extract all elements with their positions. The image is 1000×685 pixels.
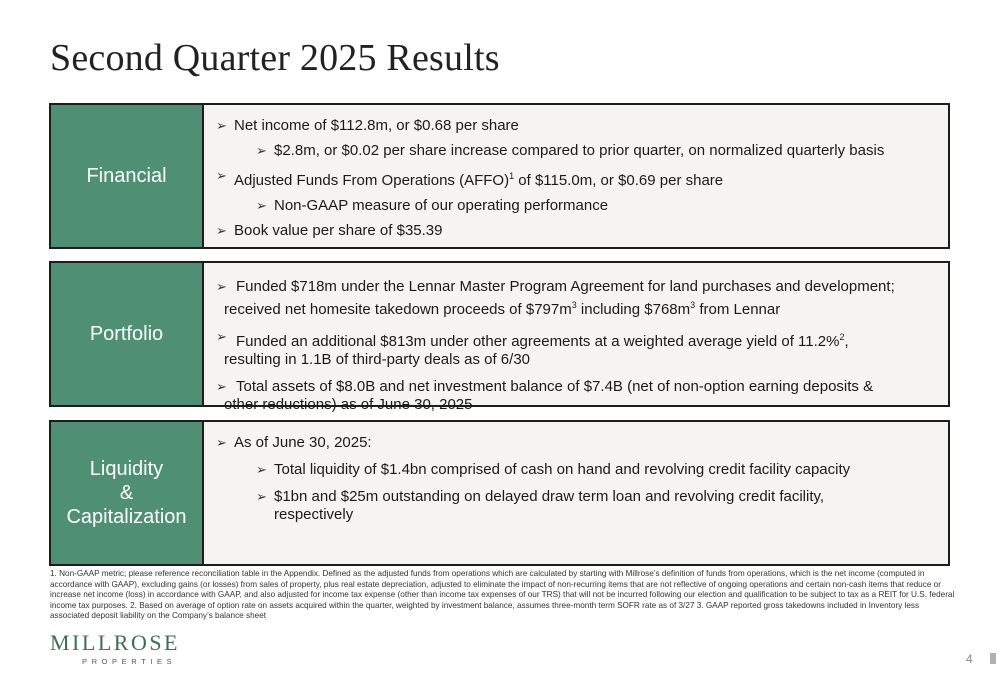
- bullet-lennar-funding: ➢ Funded $718m under the Lennar Master Program Agreement for land purchases and development; received net homesite takedown proceeds of $\$797m^3$ including $\$768m^3$ from Lennar: [216, 278, 895, 318]
- bullet-total-assets: ➢ Total assets of $8.0B and net investment balance of $7.4B (net of non-option earning deposits & other reductions) as of June 30, 2025: [216, 378, 874, 413]
- portfolio-content: [204, 263, 948, 413]
- bullet-non-gaap: ➢ Non-GAAP measure of our operating performance: [256, 197, 609, 214]
- liquidity-section: [49, 420, 950, 566]
- arrow-bullet-icon: ➢: [216, 168, 227, 183]
- arrow-bullet-icon: ➢: [216, 329, 227, 344]
- logo-sub: PROPERTIES: [82, 657, 177, 666]
- millrose-logo: [50, 630, 180, 666]
- bullet-other-agreements: ➢ Funded an additional $813m under other agreements at a weighted average yield of 11.2%$^2$, resulting in 1.1B of third-party deals as of 6/30: [216, 329, 849, 368]
- bullet-affo: ➢ Adjusted Funds From Operations (AFFO)$^1$ of $115.0m, or $0.69 per share: [216, 168, 724, 189]
- arrow-bullet-icon: ➢: [216, 223, 227, 238]
- liquidity-content: [204, 422, 948, 564]
- financial-content: [204, 105, 948, 247]
- page-number: 4: [966, 652, 973, 666]
- bullet-net-income: ➢ Net income of $112.8m, or $0.68 per share: [216, 117, 519, 134]
- arrow-bullet-icon: ➢: [216, 118, 227, 133]
- logo-name: MILLROSE: [50, 630, 180, 655]
- bullet-term-loan: ➢ $1bn and $25m outstanding on delayed draw term loan and revolving credit facility, respectively: [256, 488, 825, 523]
- arrow-bullet-icon: ➢: [256, 489, 267, 504]
- portfolio-label: Portfolio: [51, 263, 204, 405]
- bullet-book-value: ➢ Book value per share of $35.39: [216, 222, 443, 239]
- arrow-bullet-icon: ➢: [256, 198, 267, 213]
- arrow-bullet-icon: ➢: [256, 143, 267, 158]
- footnotes: 1. Non-GAAP metric; please reference reconciliation table in the Appendix. Defined as the adjusted funds from operations which are calculated by starting with Millrose’s definition of funds from operations, which is the net income (computed in accordance with GAAP), excluding gains (or losses) from sales of property, plus real estate depreciation, adjusted to eliminate the impact of non-recurring items that are not reflective of ongoing operations and certain non-cash items that reduce or increase net income (loss) in accordance with GAAP, and also adjusted for income tax expense (other than income tax expenses of our TRS) that will not be incurred following our election and qualification to be subject to tax as a REIT for U.S. federal income tax purposes. 2. Based on average of option rate on assets acquired within the quarter, weighted by investment balance, assumes three-month term SOFR rate as of 3/27 3. GAAP reported gross takedowns included in Inventory less associated deposit liability on the Company’s balance sheet: [50, 569, 955, 620]
- arrow-bullet-icon: ➢: [216, 435, 227, 450]
- portfolio-section: [49, 261, 950, 413]
- bullet-share-increase: ➢ $2.8m, or $0.02 per share increase compared to prior quarter, on normalized quarterly basis: [256, 142, 885, 159]
- page-title: Second Quarter 2025 Results: [50, 37, 500, 79]
- arrow-bullet-icon: ➢: [216, 279, 227, 294]
- bullet-total-liquidity: ➢ Total liquidity of $1.4bn comprised of cash on hand and revolving credit facility capacity: [256, 461, 851, 478]
- arrow-bullet-icon: ➢: [216, 379, 227, 394]
- page-marker: [990, 653, 996, 664]
- liquidity-label: Liquidity & Capitalization: [51, 422, 204, 564]
- bullet-as-of-date: ➢ As of June 30, 2025:: [216, 434, 372, 451]
- arrow-bullet-icon: ➢: [256, 462, 267, 477]
- financial-section: [49, 103, 950, 249]
- financial-label: Financial: [51, 105, 204, 247]
